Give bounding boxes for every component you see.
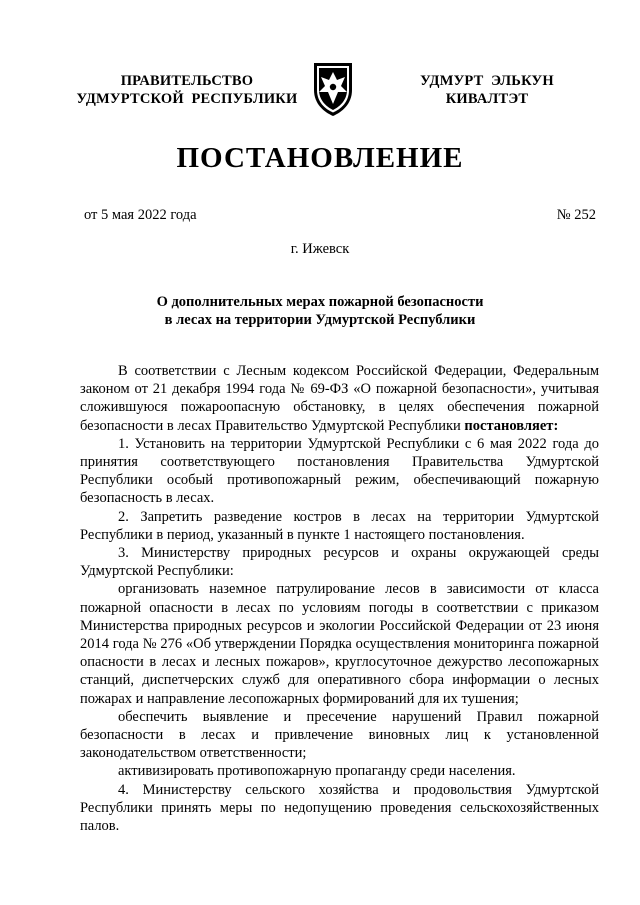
document-body [80,362,599,835]
intro-colon: : [553,417,559,434]
document-subject [0,293,640,329]
subject-line1: О дополнительных мерах пожарной безопасности [156,294,484,310]
intro-text: В соответствии с Лесным кодексом Российской Федерации, Федеральным законом от 21 декабря 1994 года № 69-ФЗ «О пожарной безопасности», учитывая сложившуюся пожароопасную обстановку, в целях обеспечения пожарной безопасности в лесах Правительство Удмуртской Республики [80,363,599,434]
paragraph-intro [80,362,599,435]
document-date: от 5 мая 2022 года [84,207,197,223]
header-left-line1: ПРАВИТЕЛЬСТВО [120,73,254,89]
paragraph-3: 3. Министерству природных ресурсов и охраны окружающей среды Удмуртской Республики: [80,545,599,580]
paragraph-3b: обеспечить выявление и пресечение нарушений Правил пожарной безопасности в лесах и привлечение виновных лиц к установленной законодательством ответственности; [80,708,599,762]
intro-decree-word: постановляет [464,417,554,434]
document-number: № 252 [556,207,596,223]
header-left-line2: УДМУРТСКОЙ РЕСПУБЛИКИ [76,90,298,107]
header-right-line2: КИВАЛТЭТ [445,90,529,107]
header-right [404,73,570,108]
paragraph-3c: активизировать противопожарную пропаганду среди населения. [118,763,516,780]
document-type-title: ПОСТАНОВЛЕНИЕ [176,142,464,174]
coat-of-arms-emblem [312,60,354,118]
paragraph-3a: организовать наземное патрулирование лесов в зависимости от класса пожарной опасности в лесах по условиям погоды в соответствии с приказом Министерства природных ресурсов и экологии Российской Федерации от 23 июня 2014 года № 276 «Об утверждении Порядка осуществления мониторинга пожарной опасности в лесах и лесных пожаров», круглосуточное дежурство лесопожарных станций, диспетчерских служб для оперативного сбора информации о лесных пожарах и направление лесопожарных формирований для их тушения; [80,581,599,707]
document-city: г. Ижевск [290,241,350,257]
subject-line2: в лесах на территории Удмуртской Республики [164,312,476,328]
header-left [62,73,312,108]
header-right-line1: УДМУРТ ЭЛЬКУН [420,73,554,89]
paragraph-4: 4. Министерству сельского хозяйства и продовольствия Удмуртской Республики принять меры по недопущению проведения сельскохозяйственных палов. [80,781,599,835]
paragraph-1: 1. Установить на территории Удмуртской Республики с 6 мая 2022 года до принятия соответствующего постановления Правительства Удмуртской Республики особый противопожарный режим, обеспечивающий пожарную безопасность в лесах. [80,435,599,507]
paragraph-2: 2. Запретить разведение костров в лесах на территории Удмуртской Республики в период, указанный в пункте 1 настоящего постановления. [80,508,599,543]
